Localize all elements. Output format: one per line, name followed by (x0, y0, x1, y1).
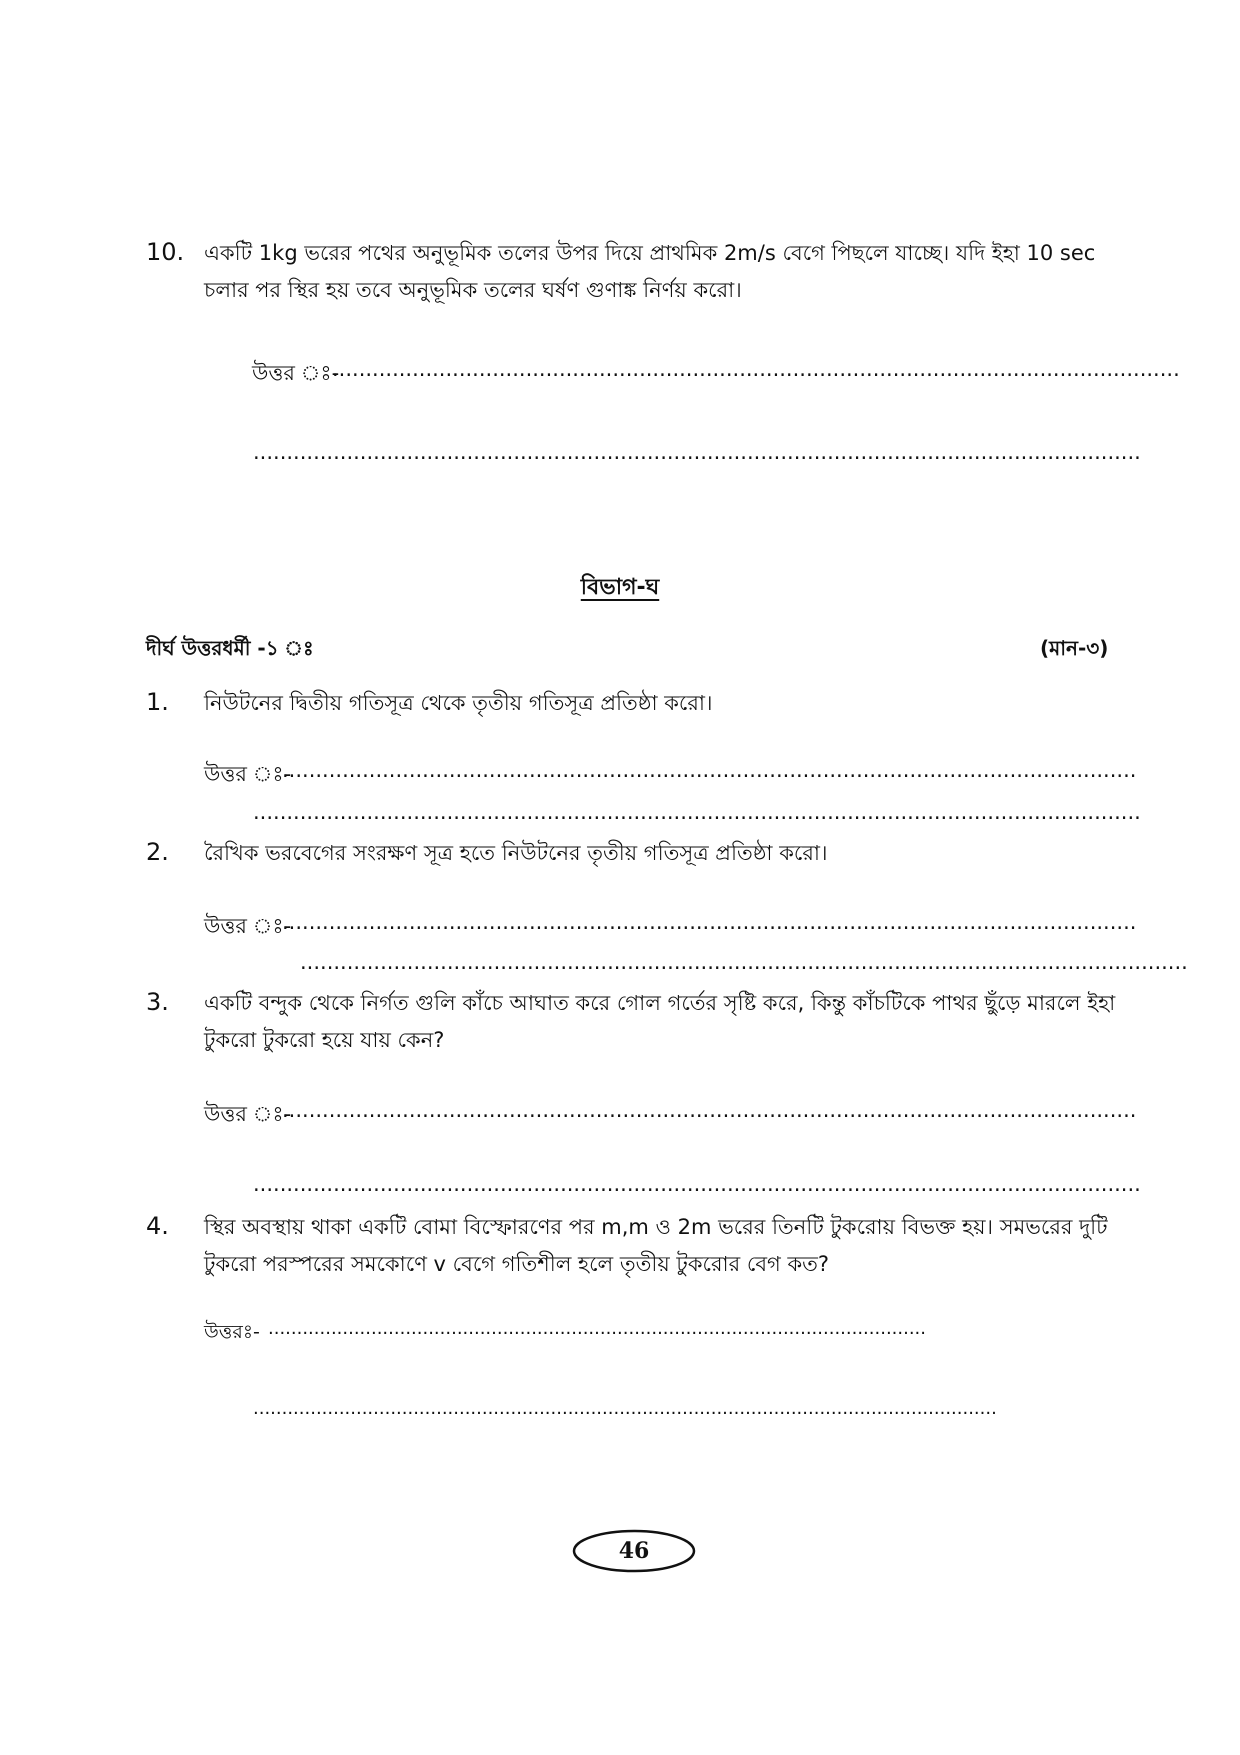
question-10-answer-label: উত্তর ঃ- (252, 361, 340, 385)
question-1-answer-label: উত্তর ঃ- (204, 762, 292, 786)
question-3-answer-label: উত্তর ঃ- (204, 1102, 292, 1126)
question-3-text-line-2: টুকরো টুকরো হয়ে যায় কেন? (204, 1028, 445, 1052)
question-4-answer-label: উত্তরঃ- (204, 1321, 260, 1343)
question-10-text-line-2: চলার পর স্থির হয় তবে অনুভূমিক তলের ঘর্ষণ গুণাঙ্ক নির্ণয় করো। (204, 278, 742, 302)
question-2-number: 2. (146, 838, 169, 866)
question-2-answer-label: উত্তর ঃ- (204, 914, 292, 938)
question-2-text: রৈখিক ভরবেগের সংরক্ষণ সূত্র হতে নিউটনের তৃতীয় গতিসূত্র প্রতিষ্ঠা করো। (204, 841, 828, 865)
question-3-answer-line-1: ................................................................................................................................ (282, 1098, 1137, 1122)
question-2-answer-line-1: ................................................................................................................................ (282, 910, 1137, 934)
question-10-answer-line-1: ............................................................................................................................... (332, 357, 1180, 381)
question-1-answer-line-1: ................................................................................................................................ (282, 758, 1137, 782)
section-marks: (মান-৩) (1040, 636, 1109, 660)
question-4-number: 4. (146, 1212, 169, 1240)
question-3-text-line-1: একটি বন্দুক থেকে নির্গত গুলি কাঁচে আঘাত করে গোল গর্তের সৃষ্টি করে, কিন্তু কাঁচটিকে পাথর ছুঁড়ে মারলে ইহা (204, 991, 1116, 1015)
section-heading: দীর্ঘ উত্তরধর্মী -১ ঃ (146, 636, 314, 660)
question-3-number: 3. (146, 988, 169, 1016)
question-3-answer-line-2: ..................................................................................................................................... (253, 1172, 1141, 1196)
question-4-answer-line-1: ................................................................................................................... (268, 1318, 926, 1339)
question-1-text: নিউটনের দ্বিতীয় গতিসূত্র থেকে তৃতীয় গতিসূত্র প্রতিষ্ঠা করো। (204, 691, 713, 715)
section-title: বিভাগ-ঘ (580, 575, 660, 600)
question-2-answer-line-2: ..................................................................................................................................... (300, 950, 1188, 974)
question-1-answer-line-2: ..................................................................................................................................... (253, 800, 1141, 824)
question-10-number: 10. (146, 238, 185, 266)
question-4-text-line-2: টুকরো পরস্পরের সমকোণে v বেগে গতিশীল হলে তৃতীয় টুকরোর বেগ কত? (204, 1252, 830, 1276)
question-10-answer-line-2: ..................................................................................................................................... (253, 440, 1141, 464)
page-number: 46 (618, 1538, 650, 1564)
question-10-text-line-1: একটি 1kg ভরের পথের অনুভূমিক তলের উপর দিয়ে প্রাথমিক 2m/s বেগে পিছলে যাচ্ছে। যদি ইহা 10 sec (204, 241, 1096, 265)
question-1-number: 1. (146, 688, 169, 716)
page-number-badge (572, 1528, 696, 1574)
question-4-answer-line-2: .................................................................................................................................. (253, 1398, 997, 1419)
question-4-text-line-1: স্থির অবস্থায় থাকা একটি বোমা বিস্ফোরণের পর m,m ও 2m ভরের তিনটি টুকরোয় বিভক্ত হয়। সমভরের দুটি (204, 1215, 1108, 1239)
